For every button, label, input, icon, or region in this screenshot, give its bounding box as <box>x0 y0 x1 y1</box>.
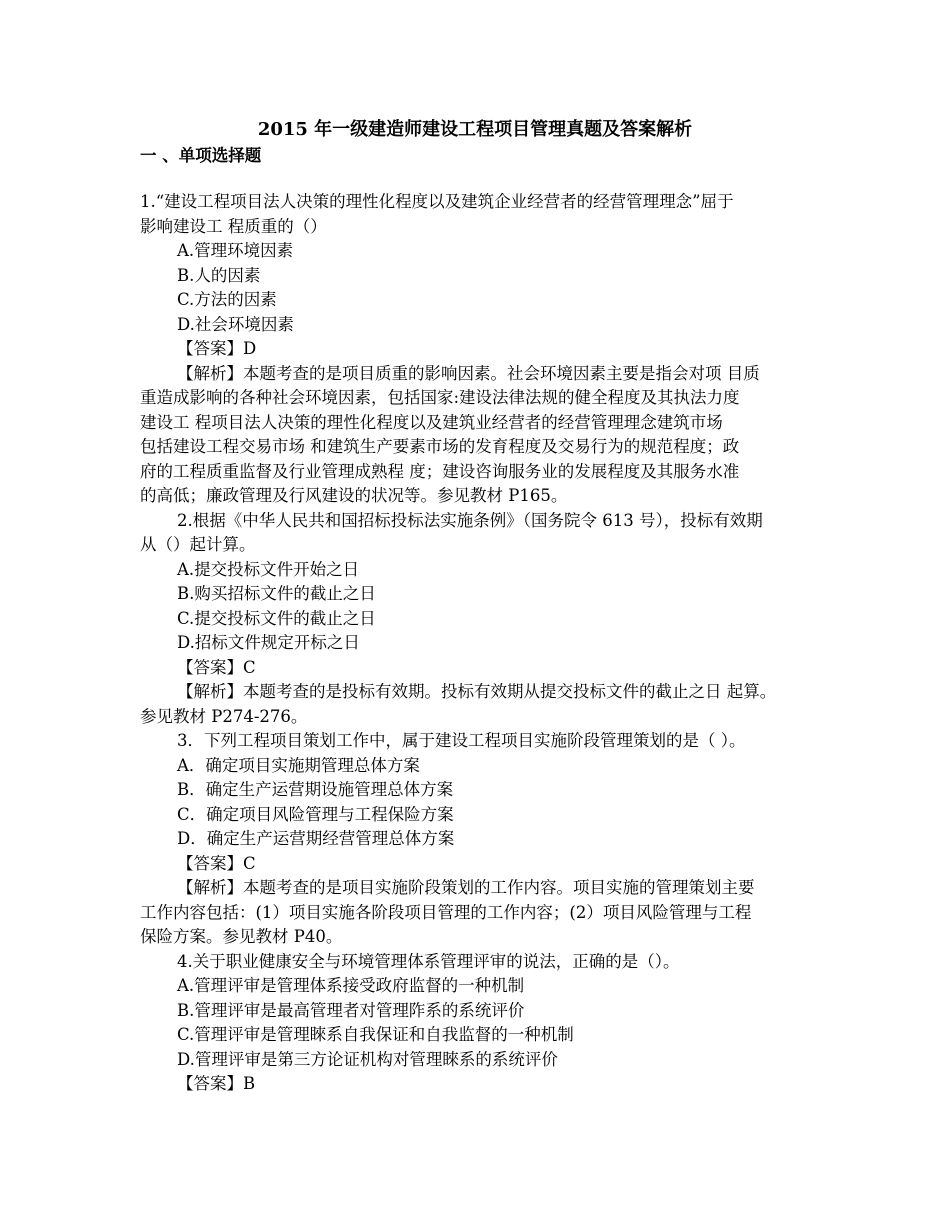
text-line: 【答案】D <box>177 339 257 358</box>
text-line: 【答案】C <box>177 853 256 873</box>
text-line: D.社会环境因素 <box>177 314 294 334</box>
text-line: 1.“建设工程项目法人决策的理性化程度以及建筑企业经营者的经营管理理念”屈于 <box>140 192 734 211</box>
text-line: 4.关于职业健康安全与环境管理体系管理评审的说法，正确的是（）。 <box>177 951 680 971</box>
text-line: A.提交投标文件开始之日 <box>177 559 360 579</box>
text-line: C.管理评审是管理睞系自我保证和自我监督的一种机制 <box>177 1025 574 1044</box>
text-line: B.购买招标文件的截止之日 <box>177 584 376 603</box>
text-line: 保险方案。参见教材 P40。 <box>140 927 343 946</box>
text-line: A.管理环境因素 <box>177 241 294 260</box>
text-line: D．确定生产运营期经营管理总体方案 <box>177 829 455 848</box>
document-title: 2015 年一级建造师建设工程项目管理真题及答案解析 <box>257 119 693 140</box>
text-line: 【答案】C <box>177 657 256 677</box>
text-line: 3．下列工程项目策划工作中，属于建设工程项目实施阶段管理策划的是（ ）。 <box>177 731 746 750</box>
text-line: 【答案】B <box>177 1074 256 1093</box>
text-line: 府的工程质重监督及行业管理成熟程 度；建设咨询服务业的发展程度及其服务水准 <box>140 461 740 481</box>
text-line: 【解析】本题考查的是项目实施阶段策划的工作内容。项目实施的管理策划主要 <box>177 878 755 897</box>
text-line: 包括建设工程交易市场 和建筑生产要素市场的发育程度及交易行为的规范程度；政 <box>140 437 740 456</box>
text-line: B．确定生产运营期设施管理总体方案 <box>177 780 454 799</box>
text-line: B.管理评审是最高管理者对管理阼系的系统评价 <box>177 1000 525 1020</box>
text-line: 【解析】本题考查的是项目质重的影响因素。社会环境因素主要是指会对项 目质 <box>177 363 760 383</box>
text-line: 参见教材 P274-276。 <box>140 706 308 726</box>
text-line: D.招标文件规定开标之日 <box>177 633 360 652</box>
text-line: C.方法的因素 <box>177 290 277 309</box>
text-line: 从（）起计算。 <box>140 535 256 554</box>
document-body <box>140 190 820 1097</box>
text-line: 2.根据《中华人民共和国招标投标法实施条例》（国务院令 613 号），投标有效期 <box>177 510 763 530</box>
text-line: 重造成影响的各种社会环境因素，包括国家:建设法律法规的健全程度及其执法力度 <box>140 388 740 407</box>
text-line: 影响建设工 程质重的（） <box>140 216 327 236</box>
text-line: C.提交投标文件的截止之日 <box>177 608 376 628</box>
section-heading: 一 、单项选择题 <box>140 146 262 165</box>
text-line: 工作内容包括：(1）项目实施各阶段项目管理的工作内容；(2）项目风险管理与工程 <box>140 902 752 922</box>
text-line: 建设工 程项目法人决策的理性化程度以及建筑业经营者的经营管理理念建筑市场 <box>140 412 723 432</box>
text-line: C．确定项目风险管理与工程保险方案 <box>177 804 454 824</box>
text-line: A．确定项目实施期管理总体方案 <box>177 755 420 775</box>
text-line: D.管理评审是第三方论证机构对管理睞系的系统评价 <box>177 1049 558 1069</box>
text-line: B.人的因素 <box>177 265 261 285</box>
text-line: 的高低；廉政管理及行风建设的状况等。参见教材 P165。 <box>140 486 568 505</box>
text-line: A.管理评审是管理体系接受政府监督的一种机制 <box>177 976 525 995</box>
text-line: 【解析】本题考查的是投标有效期。投标有效期从提交投标文件的截止之日 起算。 <box>177 682 777 701</box>
